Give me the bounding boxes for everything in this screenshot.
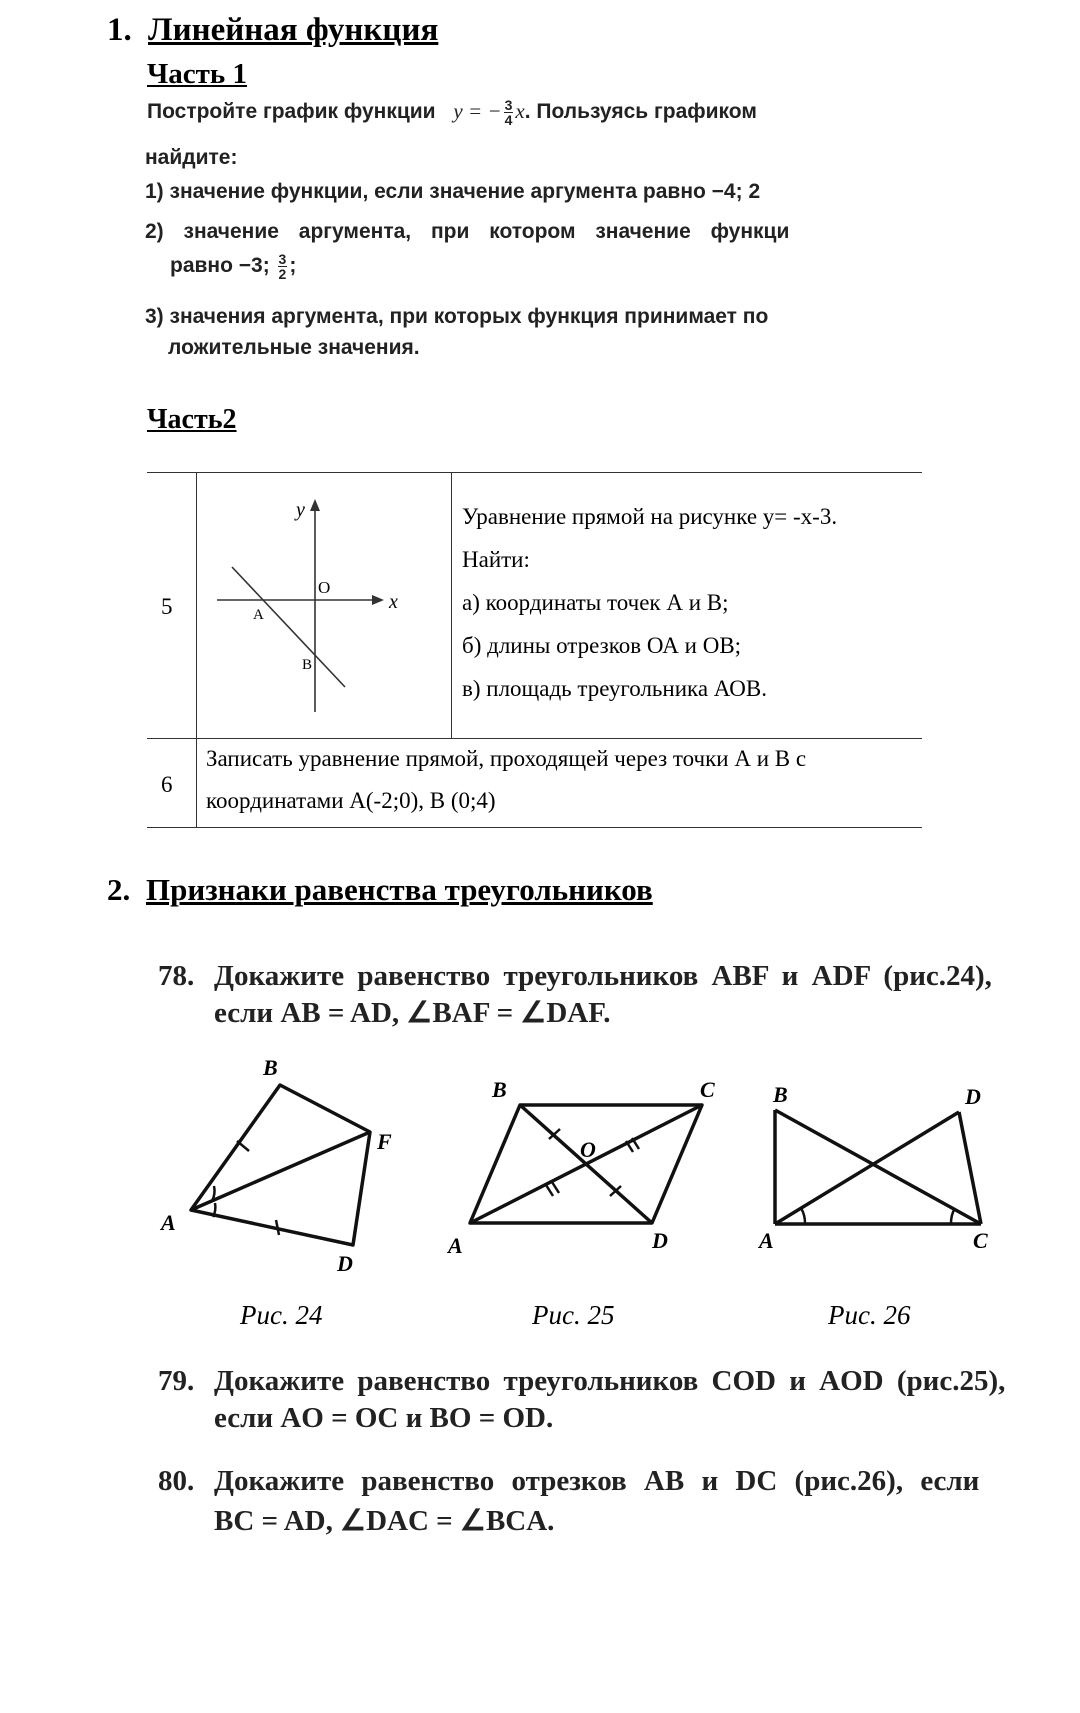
fig25-label-a: A	[448, 1233, 463, 1258]
section1-number: 1.	[107, 12, 132, 48]
table-top-border	[147, 472, 922, 473]
part2-heading: Часть2	[147, 404, 237, 435]
table-bottom-border	[147, 827, 922, 828]
fig25-label-o: O	[580, 1137, 596, 1162]
section2-number: 2.	[107, 872, 131, 907]
row5-line2: Найти:	[462, 547, 530, 572]
row5-line4: б) длины отрезков ОА и ОВ;	[462, 633, 742, 658]
origin-label: O	[318, 578, 331, 597]
part1-task-line2: найдите:	[145, 146, 238, 169]
row5-line3: а) координаты точек А и В;	[462, 590, 729, 615]
figure-26-caption: Рис. 26	[828, 1300, 911, 1330]
fig25-label-b: B	[492, 1077, 507, 1102]
part2-table	[147, 472, 922, 828]
row5-line5: в) площадь треугольника АОВ.	[462, 676, 767, 701]
part1-heading: Часть 1	[147, 58, 247, 90]
fig26-label-d: D	[965, 1084, 981, 1109]
section2-title: Признаки равенства треугольников	[146, 872, 653, 907]
fig25-label-c: C	[700, 1077, 715, 1102]
figure-25	[440, 1075, 730, 1260]
function-fraction: $\frac{3}{4}$	[504, 97, 513, 128]
row6-number: 6	[161, 772, 173, 797]
y-axis-label: y	[296, 499, 305, 521]
section1-heading	[107, 12, 438, 49]
part1-item3-line2: ложительные значения.	[168, 336, 420, 359]
problem-79-line2: если AO = OC и BO = OD.	[214, 1402, 554, 1434]
figure-26	[755, 1080, 1010, 1255]
table-col2-border	[451, 472, 452, 738]
fig24-label-d: D	[337, 1251, 353, 1276]
fig26-label-a: A	[759, 1228, 774, 1253]
fig24-label-b: B	[263, 1055, 278, 1080]
point-b-label: B	[302, 657, 313, 673]
part1-item2-line2: равно −3; $\frac{3}{2}$ ;	[170, 251, 297, 282]
table-mid-border	[147, 738, 922, 739]
part1-item1: 1) значение функции, если значение аргумента равно −4; 2	[145, 180, 761, 203]
point-a-label: A	[253, 607, 264, 623]
table-col1-border	[196, 472, 197, 828]
problem-78-line1: 78. Докажите равенство треугольников ABF и ADF (рис.24),	[158, 960, 992, 992]
problem-80-line1: 80. Докажите равенство отрезков AB и DC (рис.26), если	[158, 1465, 980, 1497]
problem-79-line1: 79. Докажите равенство треугольников COD и AOD (рис.25),	[158, 1365, 1006, 1397]
row6-line1: Записать уравнение прямой, проходящей через точки А и В с	[206, 746, 807, 771]
section1-title: Линейная функция	[148, 12, 439, 48]
fig26-label-c: C	[973, 1228, 988, 1253]
figure-24	[155, 1055, 390, 1275]
problem-80-line2: BC = AD, ∠DAC = ∠BCA.	[214, 1505, 555, 1537]
row5-figure	[202, 487, 442, 717]
row5-number: 5	[161, 594, 173, 619]
fig26-label-b: B	[773, 1082, 788, 1107]
fig24-label-a: A	[161, 1210, 176, 1235]
section2-heading	[107, 872, 653, 908]
figure-24-caption: Рис. 24	[240, 1300, 323, 1330]
part1-item3-line1: 3) значения аргумента, при которых функция принимает по	[145, 305, 769, 328]
fig24-label-f: F	[377, 1129, 392, 1154]
figure-25-caption: Рис. 25	[532, 1300, 615, 1330]
row6-line2: координатами А(-2;0), В (0;4)	[206, 788, 496, 813]
function-lhs: y = −	[453, 99, 502, 124]
item2-fraction: $\frac{3}{2}$	[278, 251, 287, 282]
part1-item2-line1: 2) значение аргумента, при котором значение функци	[145, 220, 790, 243]
fig25-label-d: D	[652, 1228, 668, 1253]
problem-78-line2: если AB = AD, ∠BAF = ∠DAF.	[214, 997, 611, 1029]
row5-line1: Уравнение прямой на рисунке y= -x-3.	[462, 504, 838, 529]
x-axis-label: x	[389, 591, 398, 613]
part1-task-line1: Постройте график функции y = − $\frac{3}{4}$ x. Пользуясь графиком	[147, 97, 757, 128]
